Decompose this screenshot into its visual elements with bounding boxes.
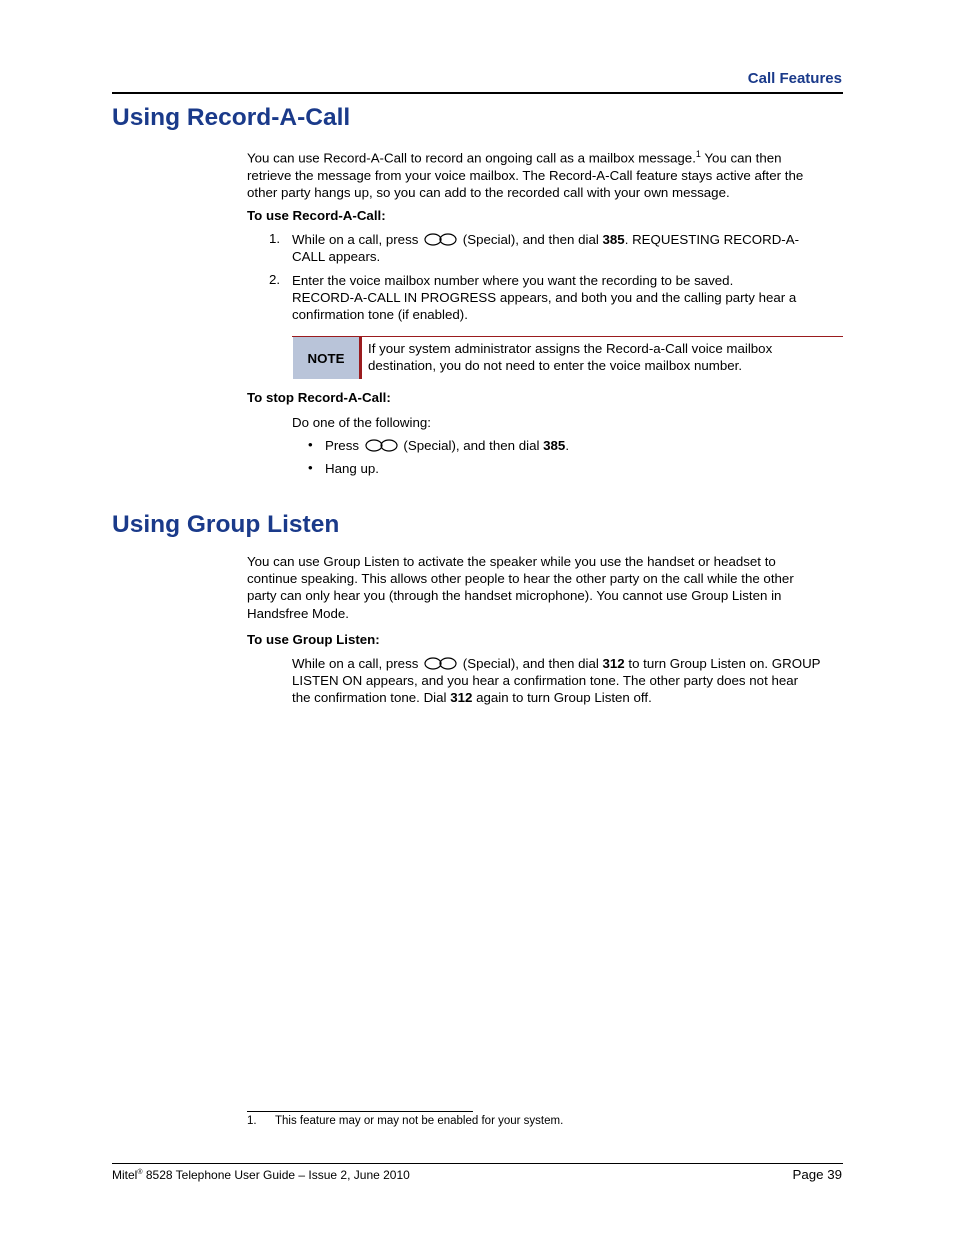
gl-line2: LISTEN ON appears, and you hear a confirmation tone. The other party does not hear	[292, 673, 799, 689]
footnote-number: 1.	[247, 1115, 257, 1127]
footnote-ref: 1	[695, 149, 701, 159]
gl-text-b: (Special), and then dial	[462, 656, 599, 671]
gl-line3-a: the confirmation tone. Dial	[292, 690, 447, 706]
note-accent-bar	[359, 337, 362, 379]
header-rule	[112, 92, 843, 94]
brand-name: Mitel	[112, 1168, 138, 1182]
footer-doc-title	[112, 1168, 410, 1182]
use-record-label: To use Record-A-Call:	[247, 208, 386, 223]
step-2-line1: Enter the voice mailbox number where you want the recording to be saved.	[292, 273, 734, 288]
step-1-number: 1.	[269, 231, 281, 246]
step-1	[292, 231, 842, 265]
stop-intro: Do one of the following:	[292, 415, 431, 430]
special-key-icon	[365, 439, 398, 452]
group-intro-line1: You can use Group Listen to activate the speaker while you use the handset or headset to	[247, 554, 776, 569]
note-text	[368, 340, 843, 374]
step-1-text: While on a call, press	[292, 232, 419, 247]
bullet-dot: •	[308, 437, 313, 452]
stop-record-label: To stop Record-A-Call:	[247, 390, 391, 405]
intro-text-cont: You can then	[700, 150, 782, 166]
dial-code: 385	[602, 232, 625, 247]
footer-rule	[112, 1163, 843, 1164]
special-key-icon	[424, 233, 457, 246]
step-2-line2: RECORD-A-CALL IN PROGRESS appears, and both you and the calling party hear a	[292, 290, 797, 306]
step-2-number: 2.	[269, 272, 281, 287]
footnote-text: This feature may or may not be enabled for your system.	[275, 1115, 564, 1127]
dial-code: 312	[450, 690, 473, 706]
stop-option-1-text-b: (Special), and then dial	[403, 438, 540, 453]
bullet-dot: •	[308, 460, 313, 475]
section-title-record-a-call: Using Record-A-Call	[112, 104, 351, 131]
step-1-line2: CALL appears.	[292, 249, 381, 265]
dial-code: 312	[602, 656, 625, 671]
group-intro-line3: party can only hear you (through the handset microphone). You cannot use Group Listen in	[247, 588, 782, 604]
note-label: NOTE	[293, 337, 359, 379]
stop-option-1	[325, 437, 569, 454]
record-intro	[247, 146, 847, 201]
group-intro-line4: Handsfree Mode.	[247, 605, 349, 621]
stop-option-1-text: Press	[325, 438, 359, 453]
page-number: Page 39	[792, 1167, 842, 1182]
section-title-group-listen: Using Group Listen	[112, 511, 340, 538]
note-line1: If your system administrator assigns the Record-a-Call voice mailbox	[368, 341, 773, 356]
special-key-icon	[424, 657, 457, 670]
step-2	[292, 272, 842, 324]
intro-text: You can use Record-A-Call to record an ongoing call as a mailbox message.	[247, 150, 696, 166]
gl-text-a: While on a call, press	[292, 656, 419, 671]
running-header: Call Features	[747, 70, 842, 87]
doc-title: 8528 Telephone User Guide – Issue 2, June 2010	[142, 1168, 410, 1182]
step-1-text-c: . REQUESTING RECORD-A-	[624, 232, 800, 247]
step-2-line3: confirmation tone (if enabled).	[292, 307, 468, 323]
record-intro-line3: other party hangs up, so you can add to the recorded call with your own message.	[247, 184, 730, 200]
dial-code: 385	[543, 438, 566, 453]
use-group-listen-label: To use Group Listen:	[247, 632, 380, 647]
note-line2: destination, you do not need to enter the voice mailbox number.	[368, 358, 743, 374]
gl-line3-b: again to turn Group Listen off.	[476, 690, 652, 706]
step-1-text-b: (Special), and then dial	[462, 232, 599, 247]
registered-mark: ®	[137, 1169, 143, 1176]
group-intro-line2: continue speaking. This allows other people to hear the other party on the call while the other	[247, 571, 794, 587]
gl-text-c: to turn Group Listen on. GROUP	[628, 656, 821, 671]
record-intro-line2: retrieve the message from your voice mailbox. The Record-A-Call feature stays active after the	[247, 167, 804, 183]
group-listen-instructions	[292, 655, 847, 707]
record-intro-line1	[247, 146, 847, 167]
stop-option-2: Hang up.	[325, 461, 379, 476]
note-rule	[292, 336, 843, 337]
period: .	[565, 438, 570, 453]
footnote-rule	[247, 1111, 473, 1112]
group-listen-intro	[247, 553, 847, 622]
